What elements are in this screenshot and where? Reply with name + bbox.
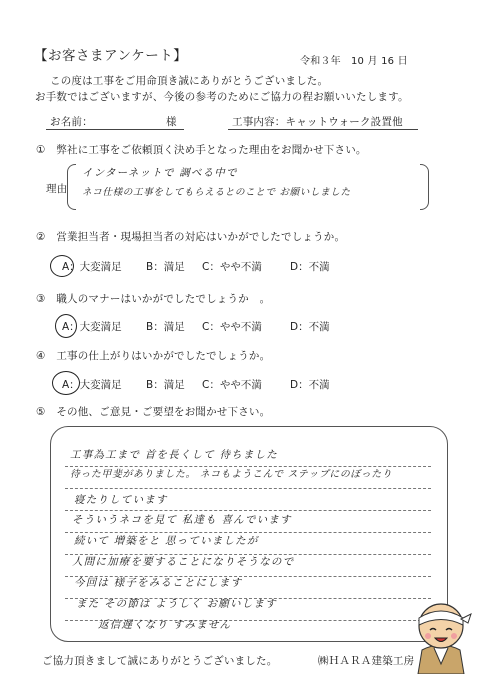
name-suffix: 様 xyxy=(166,116,177,128)
question-2: ② 営業担当者・現場担当者の対応はいかがでしたでしょうか。 xyxy=(36,231,346,243)
work-underline xyxy=(228,129,418,130)
q3-option-d: D：不満 xyxy=(290,321,330,333)
reason-bracket-left xyxy=(67,164,76,210)
q3-option-b: B：満足 xyxy=(146,321,185,333)
intro-line-1: この度は工事をご用命頂き誠にありがとうございました。 xyxy=(50,75,329,87)
comment-line-9: 返信遅くなり すみません xyxy=(98,619,232,631)
question-1: ① 弊社に工事をご依頼頂く決め手となった理由をお聞かせ下さい。 xyxy=(36,144,367,156)
question-4: ④ 工事の仕上がりはいかがでしたでしょうか。 xyxy=(36,350,271,362)
q2-option-a: A：大変満足 xyxy=(62,261,122,273)
q4-option-a: A：大変満足 xyxy=(62,379,122,391)
name-label: お名前： xyxy=(50,116,93,128)
comment-line-7: 今回は 様子をみることにします xyxy=(74,577,243,589)
comment-line-6: 人間に加療を要することになりそうなので xyxy=(72,556,295,568)
carpenter-mascot-icon xyxy=(408,592,474,674)
reason-answer-1: インターネットで 調べる中で xyxy=(82,167,238,179)
q4-option-c: C：やや不満 xyxy=(202,379,262,391)
name-underline xyxy=(46,129,184,130)
survey-title: 【お客さまアンケート】 xyxy=(34,48,188,64)
intro-line-2: お手数ではございますが、今後の参考のためにご協力の程お願いいたします。 xyxy=(35,91,409,103)
question-3: ③ 職人のマナーはいかがでしたでしょうか 。 xyxy=(36,293,271,305)
comment-line-8: また その節は ようしく お願いします xyxy=(76,598,277,610)
comment-line-4: そういうネコを見て 私達も 喜んでいます xyxy=(72,514,292,526)
q4-option-b: B：満足 xyxy=(146,379,185,391)
work-content: 工事内容：キャットウォーク設置他 xyxy=(232,116,403,128)
survey-date: 令和３年 10 月 16 日 xyxy=(300,56,408,67)
comment-line-5: 続いて 増築をと 思っていましたが xyxy=(74,535,259,547)
q2-option-c: C：やや不満 xyxy=(202,261,262,273)
reason-bracket-right xyxy=(420,164,429,210)
reason-label: 理由 xyxy=(46,183,68,195)
q2-option-d: D：不満 xyxy=(290,261,330,273)
comment-line-1: 工事為工まで 首を長くして 待ちました xyxy=(70,449,278,461)
q3-option-c: C：やや不満 xyxy=(202,321,262,333)
q2-option-b: B：満足 xyxy=(146,261,185,273)
reason-answer-2: ネコ仕様の工事をしてもらえるとのことで お願いしました xyxy=(82,187,351,198)
company-name: ㈱ＨＡＲＡ建築工房 xyxy=(318,655,415,667)
q3-option-a: A：大変満足 xyxy=(62,321,122,333)
q4-option-d: D：不満 xyxy=(290,379,330,391)
footer-thanks: ご協力頂きまして誠にありがとうございました。 xyxy=(42,655,278,667)
comment-line-3: 寝たりしています xyxy=(74,494,168,506)
comment-line-2: 待った甲斐がありました。 ネコもようこんで ステップにのぼったり xyxy=(70,469,393,480)
question-5: ⑤ その他、ご意見・ご要望をお聞かせ下さい。 xyxy=(36,406,271,418)
